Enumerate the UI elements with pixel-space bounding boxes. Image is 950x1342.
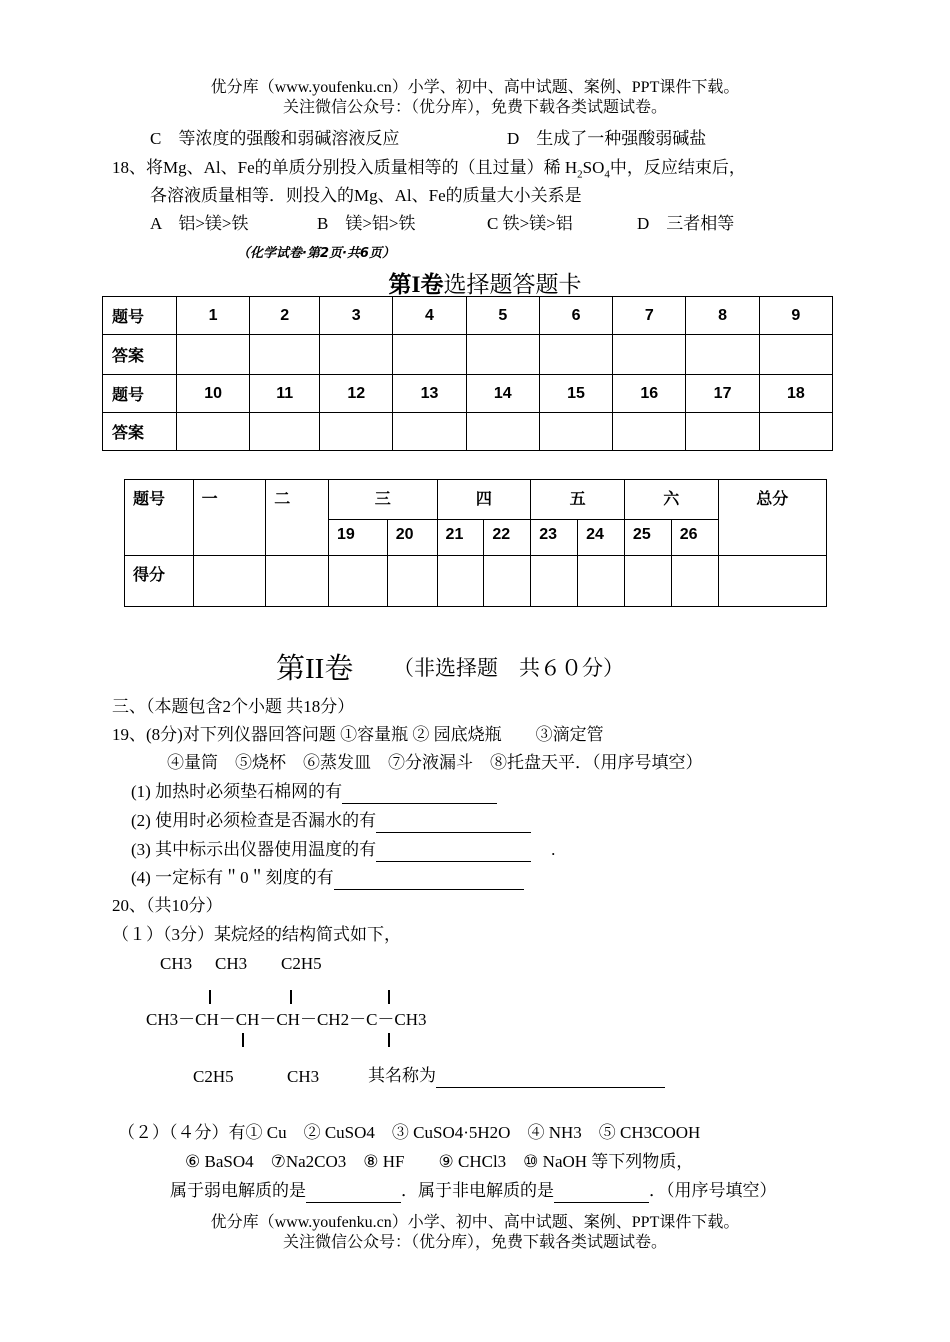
section-3: 三 xyxy=(328,480,437,520)
sub-question: 22 xyxy=(484,520,531,556)
q18-option-b: B 镁>铝>铁 xyxy=(317,214,416,233)
formula-bond xyxy=(242,1033,244,1047)
question-number: 17 xyxy=(686,375,759,413)
section-total: 总分 xyxy=(718,480,826,556)
q19-stem-line-2: ④量筒 ⑤烧杯 ⑥蒸发皿 ⑦分液漏斗 ⑧托盘天平．（用序号填空） xyxy=(167,753,703,772)
sub-question: 26 xyxy=(671,520,718,556)
answer-cell[interactable] xyxy=(177,335,250,375)
page-note: （化学试卷·第2页·共6页） xyxy=(237,246,395,261)
formula-bottom-c2h5: C2H5 xyxy=(193,1067,234,1086)
section-2: 二 xyxy=(266,480,329,556)
formula-bond xyxy=(388,990,390,1004)
answer-blank[interactable] xyxy=(376,839,531,862)
answer-blank[interactable] xyxy=(554,1180,649,1203)
q19-stem-line-1: 19、(8分)对下列仪器回答问题 ①容量瓶 ② 园底烧瓶 ③滴定管 xyxy=(112,725,604,744)
sub-question: 20 xyxy=(387,520,437,556)
sub-question: 19 xyxy=(328,520,387,556)
q18-stem-line-2: 各溶液质量相等．则投入的Mg、Al、Fe的质量大小关系是 xyxy=(150,186,582,205)
label-section: 题号 xyxy=(125,480,194,556)
formula-top-ch3-a: CH3 xyxy=(160,954,193,973)
answer-cell[interactable] xyxy=(393,413,466,451)
answer-cell[interactable] xyxy=(320,413,393,451)
formula-bond xyxy=(388,1033,390,1047)
q17-option-c: C 等浓度的强酸和弱碱溶液反应 xyxy=(150,129,400,148)
q17-option-d: D 生成了一种强酸弱碱盐 xyxy=(507,129,707,148)
answer-cell[interactable] xyxy=(250,335,320,375)
formula-main-chain: CH3－CH－CH－CH－CH2－C－CH3 xyxy=(146,1010,427,1029)
section-5: 五 xyxy=(531,480,625,520)
question-number: 12 xyxy=(320,375,393,413)
sub-question: 25 xyxy=(624,520,671,556)
score-cell[interactable] xyxy=(624,556,671,607)
q20-part-2-line-3: 属于弱电解质的是 ．属于非电解质的是 ．（用序号填空） xyxy=(170,1180,777,1203)
question-number: 6 xyxy=(539,297,612,335)
score-cell[interactable] xyxy=(328,556,387,607)
header-line-1: 优分库（www.youfenku.cn）小学、初中、高中试题、案例、PPT课件下载。 xyxy=(210,79,740,96)
question-number: 18 xyxy=(759,375,832,413)
score-cell[interactable] xyxy=(387,556,437,607)
q19-part-1: (1) 加热时必须垫石棉网的有 xyxy=(131,781,497,804)
answer-cell[interactable] xyxy=(393,335,466,375)
score-cell[interactable] xyxy=(437,556,484,607)
question-number: 11 xyxy=(250,375,320,413)
answer-cell[interactable] xyxy=(177,413,250,451)
answer-blank[interactable] xyxy=(436,1065,665,1088)
section-3-heading: 三、（本题包含2个小题 共18分） xyxy=(112,697,355,716)
footer-line-2: 关注微信公众号：（优分库），免费下载各类试题试卷。 xyxy=(282,1234,667,1251)
part2-title: 第II卷 xyxy=(276,653,354,685)
sub-question: 21 xyxy=(437,520,484,556)
question-number: 3 xyxy=(320,297,393,335)
q18-stem-line-1: 18、将Mg、Al、Fe的单质分别投入质量相等的（且过量）稀 $H_2SO_4$中，反应结束后， xyxy=(112,158,746,181)
formula-bond xyxy=(209,990,211,1004)
question-number: 13 xyxy=(393,375,466,413)
q18-option-c: C 铁>镁>铝 xyxy=(487,214,573,233)
score-cell[interactable] xyxy=(193,556,266,607)
q20-part-2-line-2: ⑥ BaSO4 ⑦Na2CO3 ⑧ HF ⑨ CHCl3 ⑩ NaOH 等下列物质， xyxy=(185,1152,694,1171)
score-cell[interactable] xyxy=(266,556,329,607)
label-score: 得分 xyxy=(125,556,194,607)
answer-cell[interactable] xyxy=(686,335,759,375)
section-6: 六 xyxy=(624,480,718,520)
question-number: 16 xyxy=(613,375,686,413)
q20-name-prompt: 其名称为 xyxy=(368,1065,665,1088)
answer-blank[interactable] xyxy=(342,781,497,804)
sub-question: 23 xyxy=(531,520,578,556)
answer-card-title: 第I卷选择题答题卡 xyxy=(388,272,582,297)
answer-blank[interactable] xyxy=(334,867,524,890)
answer-cell[interactable] xyxy=(759,413,832,451)
answer-cell[interactable] xyxy=(320,335,393,375)
answer-blank[interactable] xyxy=(306,1180,401,1203)
q19-part-3: (3) 其中标示出仪器使用温度的有 . xyxy=(131,839,555,862)
q18-option-d: D 三者相等 xyxy=(637,214,735,233)
label-question-number: 题号 xyxy=(103,297,177,335)
answer-cell[interactable] xyxy=(613,335,686,375)
part2-subtitle: （非选择题 共６０分） xyxy=(393,656,624,680)
q19-part-4: (4) 一定标有＂0＂刻度的有 xyxy=(131,867,524,890)
q20-part-1-stem: （１）（3分）某烷烃的结构简式如下， xyxy=(112,925,401,944)
label-answer: 答案 xyxy=(103,335,177,375)
question-number: 15 xyxy=(539,375,612,413)
score-cell[interactable] xyxy=(718,556,826,607)
score-cell[interactable] xyxy=(578,556,625,607)
label-question-number: 题号 xyxy=(103,375,177,413)
score-cell[interactable] xyxy=(484,556,531,607)
q20-part-2-line-1: （２）（４分）有① Cu ② CuSO4 ③ CuSO4·5H2O ④ NH3 ⑤ CH3COOH xyxy=(118,1123,701,1142)
answer-cell[interactable] xyxy=(759,335,832,375)
answer-cell[interactable] xyxy=(466,413,539,451)
footer-line-1: 优分库（www.youfenku.cn）小学、初中、高中试题、案例、PPT课件下载。 xyxy=(210,1214,740,1231)
answer-cell[interactable] xyxy=(539,335,612,375)
question-number: 8 xyxy=(686,297,759,335)
answer-card-table xyxy=(102,296,833,451)
question-number: 14 xyxy=(466,375,539,413)
answer-cell[interactable] xyxy=(466,335,539,375)
formula-bottom-ch3: CH3 xyxy=(287,1067,320,1086)
question-number: 9 xyxy=(759,297,832,335)
answer-blank[interactable] xyxy=(376,810,531,833)
answer-cell[interactable] xyxy=(686,413,759,451)
q20-heading: 20、（共10分） xyxy=(112,896,223,915)
score-cell[interactable] xyxy=(531,556,578,607)
question-number: 5 xyxy=(466,297,539,335)
answer-cell[interactable] xyxy=(539,413,612,451)
question-number: 2 xyxy=(250,297,320,335)
section-4: 四 xyxy=(437,480,531,520)
answer-cell[interactable] xyxy=(250,413,320,451)
question-number: 4 xyxy=(393,297,466,335)
q18-option-a: A 铝>镁>铁 xyxy=(150,214,249,233)
formula-top-ch3-b: CH3 xyxy=(215,954,248,973)
section-1: 一 xyxy=(193,480,266,556)
formula-top-c2h5: C2H5 xyxy=(281,954,322,973)
formula-bond xyxy=(290,990,292,1004)
answer-cell[interactable] xyxy=(613,413,686,451)
question-number: 1 xyxy=(177,297,250,335)
question-number: 7 xyxy=(613,297,686,335)
score-table xyxy=(124,479,827,607)
header-line-2: 关注微信公众号：（优分库），免费下载各类试题试卷。 xyxy=(282,99,667,116)
q19-part-2: (2) 使用时必须检查是否漏水的有 xyxy=(131,810,531,833)
sub-question: 24 xyxy=(578,520,625,556)
score-cell[interactable] xyxy=(671,556,718,607)
question-number: 10 xyxy=(177,375,250,413)
label-answer: 答案 xyxy=(103,413,177,451)
